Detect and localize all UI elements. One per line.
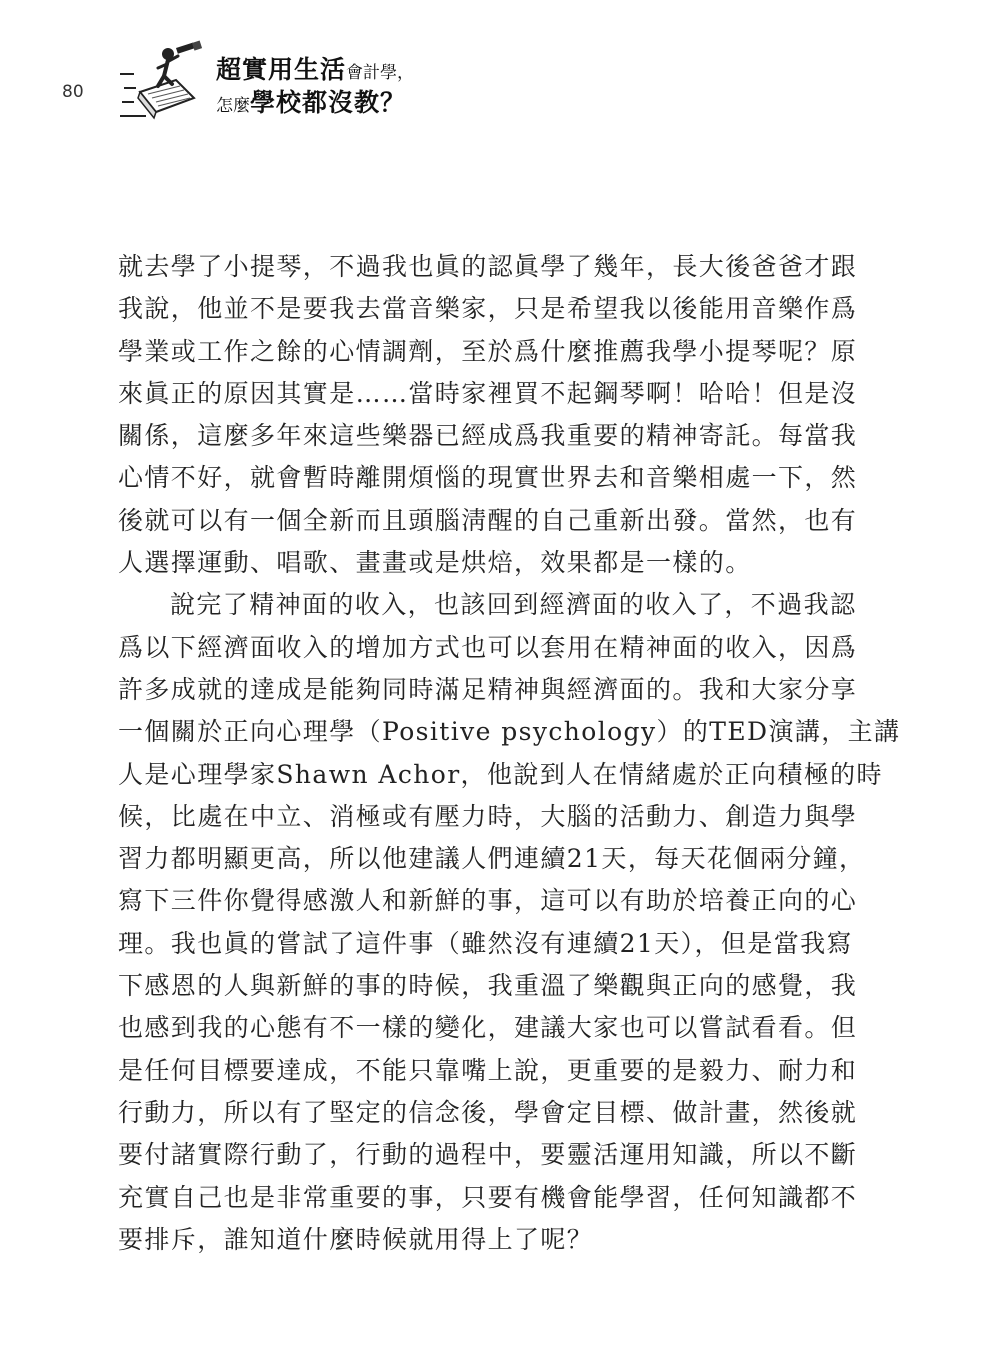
body-line: 行動力，所以有了堅定的信念後，學會定目標、做計畫，然後就 [118,1097,858,1127]
body-line: 許多成就的達成是能夠同時滿足精神與經濟面的。我和大家分享 [118,674,858,704]
body-line: 人選擇運動、唱歌、畫畫或是烘焙，效果都是一樣的。 [118,548,752,578]
header-title-suffix: 會計學， [346,63,415,83]
body-line: 充實自己也是非常重要的事，只要有機會能學習，任何知識都不 [118,1182,858,1212]
body-line: 要排斥，誰知道什麼時候就用得上了呢？ [118,1224,594,1254]
body-line: 是任何目標要達成，不能只靠嘴上說，更重要的是毅力、耐力和 [118,1055,858,1085]
body-line: 一個關於正向心理學（Positive psychology）的TED演講，主講 [118,717,901,747]
body-line: 後就可以有一個全新而且頭腦淸醒的自己重新出發。當然，也有 [118,505,858,535]
body-line: 心情不好，就會暫時離開煩惱的現實世界去和音樂相處一下，然 [118,463,858,493]
body-line: 要付諸實際行動了，行動的過程中，要靈活運用知識，所以不斷 [118,1140,858,1170]
body-text [118,246,901,1261]
header-title-line-1 [216,56,414,85]
body-line: 來眞正的原因其實是……當時家裡買不起鋼琴啊！哈哈！但是沒 [118,378,858,408]
header-title-line-2 [216,89,414,118]
running-header-title [216,56,414,118]
paragraph-first-line: 說完了精神面的收入，也該回到經濟面的收入了，不過我認 [170,590,857,620]
body-line: 我說，他並不是要我去當音樂家，只是希望我以後能用音樂作爲 [118,294,858,324]
body-line: 理。我也眞的嘗試了這件事（雖然沒有連續21天），但是當我寫 [118,928,853,958]
header-illustration [118,40,214,120]
page-number: 80 [62,82,84,102]
header-subtitle-main: 學校都沒教？ [250,87,407,117]
body-line: 寫下三件你覺得感激人和新鮮的事，這可以有助於培養正向的心 [118,886,858,916]
body-line: 關係，這麼多年來這些樂器已經成爲我重要的精神寄託。每當我 [118,421,858,451]
body-line: 學業或工作之餘的心情調劑，至於爲什麼推薦我學小提琴呢？原 [118,336,858,366]
person-on-book-illustration [118,40,214,120]
body-line: 就去學了小提琴，不過我也眞的認眞學了幾年，長大後爸爸才跟 [118,252,858,281]
body-line: 候，比處在中立、消極或有壓力時，大腦的活動力、創造力與學 [118,801,858,831]
body-line: 爲以下經濟面收入的增加方式也可以套用在精神面的收入，因爲 [118,632,858,662]
header-subtitle-prefix: 怎麼 [216,95,250,116]
header-title-main: 超實用生活 [216,55,347,84]
body-line: 也感到我的心態有不一樣的變化，建議大家也可以嘗試看看。但 [118,1013,858,1043]
body-line: 人是心理學家Shawn Achor，他說到人在情緒處於正向積極的時 [118,759,883,789]
body-line: 下感恩的人與新鮮的事的時候，我重溫了樂觀與正向的感覺，我 [118,971,858,1001]
body-line: 習力都明顯更高，所以他建議人們連續21天，每天花個兩分鐘， [118,844,866,874]
